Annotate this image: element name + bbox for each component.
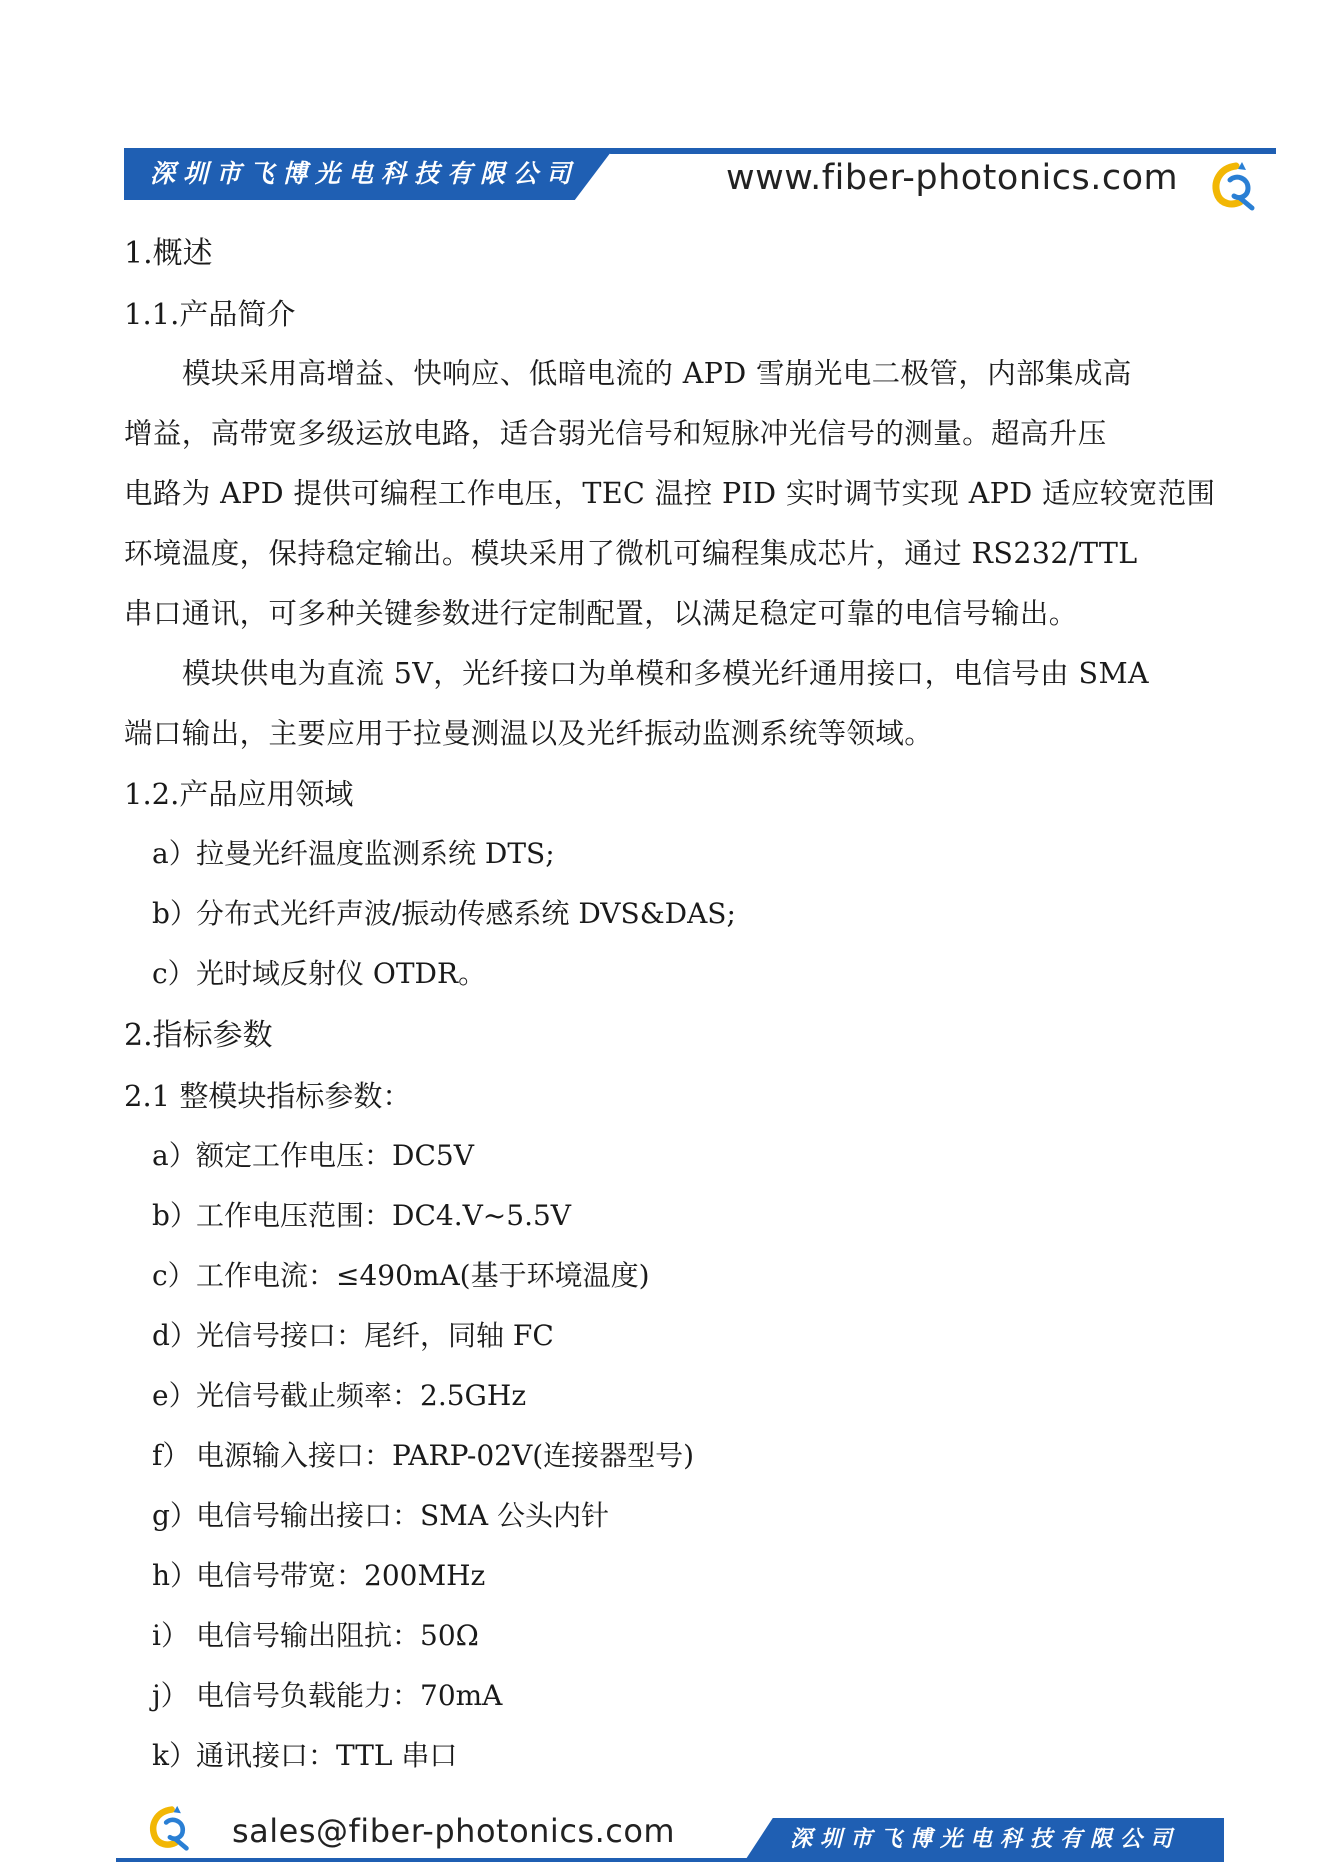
list-label: c） [152,957,196,990]
list-label: h） [152,1559,199,1592]
list-label: k） [152,1739,197,1772]
application-item [152,894,736,934]
application-item [152,834,555,874]
footer-rule [116,1858,1224,1862]
spec-item [152,1436,694,1476]
spec-item [152,1556,485,1596]
footer-company-name: 深圳市飞博光电科技有限公司 [790,1827,1181,1852]
header-company-name: 深圳市飞博光电科技有限公司 [150,159,580,188]
list-text: 电信号负载能力：70mA [196,1679,503,1712]
section-1-1-title: 1.1.产品简介 [124,297,296,331]
list-label: g） [152,1499,198,1532]
spec-item [152,1616,479,1656]
list-text: 光信号截止频率：2.5GHz [196,1379,527,1412]
list-label: b） [152,1199,198,1232]
list-text: 电信号输出接口：SMA 公头内针 [196,1499,609,1532]
intro-paragraph-line: 增益，高带宽多级运放电路，适合弱光信号和短脉冲光信号的测量。超高升压 [124,417,1107,450]
list-label: c） [152,1259,196,1292]
spec-item [152,1256,650,1296]
list-text: 额定工作电压：DC5V [196,1139,474,1172]
list-label: a） [152,1139,197,1172]
spec-item [152,1196,571,1236]
intro-paragraph-line: 电路为 APD 提供可编程工作电压，TEC 温控 PID 实时调节实现 APD 适应较宽范围 [124,477,1216,510]
list-text: 工作电流：≤490mA(基于环境温度) [196,1259,650,1292]
list-text: 电源输入接口：PARP-02V(连接器型号) [196,1439,695,1472]
spec-item [152,1736,457,1776]
section-2-title: 2.指标参数 [124,1018,273,1053]
list-text: 工作电压范围：DC4.V~5.5V [196,1199,572,1232]
spec-item [152,1496,609,1536]
list-label: a） [152,837,197,870]
list-label: b） [152,897,198,930]
intro-paragraph-line: 串口通讯，可多种关键参数进行定制配置，以满足稳定可靠的电信号输出。 [124,597,1078,630]
list-label: f） [152,1439,191,1472]
list-label: i） [152,1619,189,1652]
list-text: 分布式光纤声波/振动传感系统 DVS&DAS; [196,897,736,930]
intro-paragraph-line: 环境温度，保持稳定输出。模块采用了微机可编程集成芯片，通过 RS232/TTL [124,537,1138,570]
list-label: j） [152,1679,189,1712]
footer-email[interactable]: sales@fiber-photonics.com [232,1812,676,1850]
section-1-2-title: 1.2.产品应用领域 [124,777,354,811]
list-label: d） [152,1319,198,1352]
spec-item [152,1316,554,1356]
supply-paragraph-line: 端口输出，主要应用于拉曼测温以及光纤振动监测系统等领域。 [124,717,934,750]
list-label: e） [152,1379,197,1412]
list-text: 电信号输出阻抗：50Ω [196,1619,479,1652]
list-text: 电信号带宽：200MHz [196,1559,486,1592]
spec-item [152,1376,526,1416]
spec-item [152,1136,474,1176]
header-website[interactable]: www.fiber-photonics.com [726,158,1179,198]
application-item [152,954,486,994]
section-1-title: 1.概述 [124,236,213,271]
fiber-photonics-logo-icon [1206,160,1258,212]
list-text: 通讯接口：TTL 串口 [196,1739,458,1772]
section-2-1-title: 2.1 整模块指标参数： [124,1079,412,1113]
header-rule-right [590,148,1276,154]
list-text: 拉曼光纤温度监测系统 DTS; [196,837,555,870]
fiber-photonics-logo-icon [144,1804,192,1852]
spec-item [152,1676,502,1716]
list-text: 光时域反射仪 OTDR。 [196,957,487,990]
supply-paragraph-line: 模块供电为直流 5V，光纤接口为单模和多模光纤通用接口，电信号由 SMA [182,657,1150,690]
list-text: 光信号接口：尾纤，同轴 FC [196,1319,554,1352]
intro-paragraph-line: 模块采用高增益、快响应、低暗电流的 APD 雪崩光电二极管，内部集成高 [182,357,1132,390]
